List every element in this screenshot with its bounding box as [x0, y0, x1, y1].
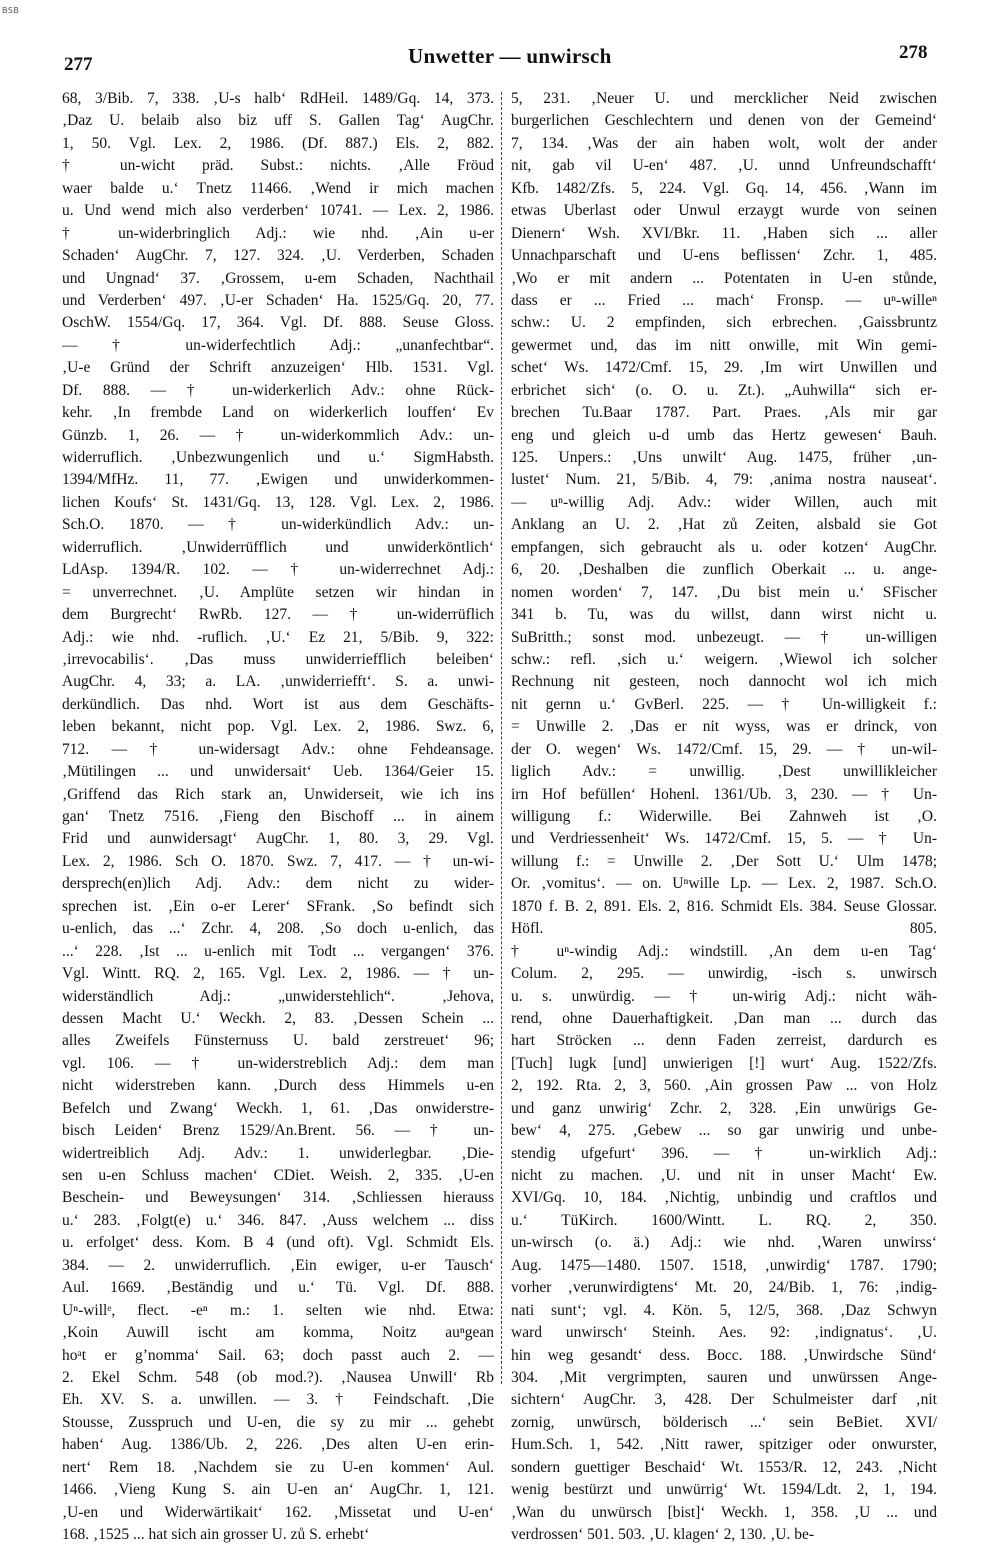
text-line: Beschein- und Beweysungen‘ 314. ‚Schliessen hierauss	[62, 1189, 494, 1207]
text-line: lustet‘ Num. 21, 5/Bib. 4, 79: ‚anima nostra nauseat‘.	[511, 471, 937, 489]
text-line: ‚irrevocabilis‘. ‚Das muss unwiderriefflich beleiben‘	[62, 650, 494, 668]
text-line: u-enlich, das ...‘ Zchr. 4, 208. ‚So doch u-enlich, das	[62, 920, 494, 938]
text-line: und ganz unwirig‘ Zchr. 2, 328. ‚Ein unwürigs Ge-	[511, 1099, 937, 1117]
text-line: 2. Ekel Schm. 548 (ob mod.?). ‚Nausea Unwill‘ Rb	[62, 1368, 494, 1386]
text-line: Befelch und Zwang‘ Weckh. 1, 61. ‚Das onwiderstre-	[62, 1099, 494, 1117]
text-line: erbrichet sich‘ (o. O. u. Zt.). „Auhwilla“ sich er-	[511, 381, 937, 399]
text-line: [Tuch] lugk [und] unwierigen [!] wurt‘ Aug. 1522/Zfs.	[511, 1054, 937, 1072]
text-line: schw.: U. 2 empfinden, sich erbrechen. ‚Gaissbruntz	[511, 314, 937, 332]
text-line: u.‘ 283. ‚Folgt(e) u.‘ 346. 847. ‚Auss welchem ... diss	[62, 1211, 494, 1229]
text-line: willigung f.: Widerwille. Bei Zahnweh ist ‚O.	[511, 808, 937, 825]
text-line: zornig, unwürsch, bölderisch ...‘ sein BeBiet. XVI/	[511, 1413, 937, 1431]
text-line: ‚Mütilingen ... und unwidersait‘ Ueb. 1364/Geier 15.	[62, 763, 494, 781]
text-line: waer balde u.‘ Tnetz 11466. ‚Wend ir mich machen	[62, 179, 494, 197]
text-line: 5, 231. ‚Neuer U. und mercklicher Neid zwischen	[511, 90, 937, 107]
text-line: dessen Macht U.‘ Weckh. 2, 83. ‚Dessen Schein ...	[62, 1009, 494, 1027]
library-stamp: BSB	[2, 6, 20, 15]
text-line: nicht widerstreben kann. ‚Durch dess Himmels u-en	[62, 1077, 494, 1095]
text-line: Hum.Sch. 1, 542. ‚Nitt rawer, spitziger oder onwurster,	[511, 1436, 937, 1454]
text-line: Uⁿ-willᵉ, flect. -eⁿ m.: 1. selten wie nhd. Etwa:	[62, 1301, 494, 1319]
text-line: 2, 192. Rta. 2, 3, 560. ‚Ain grossen Paw ... von Holz	[511, 1077, 937, 1095]
page-header	[0, 0, 1000, 80]
text-line: ‚U-e Gründ der Schrift anzuzeigen‘ Hlb. 1531. Vgl.	[62, 359, 494, 377]
text-line: liglich Adv.: = unwillig. ‚Dest unwillikleicher	[511, 763, 937, 781]
text-line: ‚Wo er mit andern ... Potentaten in U-en stůnde,	[511, 269, 937, 287]
text-line: AugChr. 4, 33; a. LA. ‚unwiderriefft‘. S. a. unwi-	[62, 673, 494, 691]
text-line: bisch Leiden‘ Brenz 1529/An.Brent. 56. — † un-	[62, 1122, 494, 1140]
text-line: widertreiblich Adj. Adv.: 1. unwiderlegbar. ‚Die-	[62, 1144, 494, 1162]
text-line: ...‘ 228. ‚Ist ... u-enlich mit Todt ... vergangen‘ 376.	[62, 942, 494, 960]
text-line: widerruflich. ‚Unwiderrüfflich und unwiderköntlich‘	[62, 538, 494, 556]
text-line: dem Burgrecht‘ RwRb. 127. — † un-widerrüflich	[62, 606, 494, 624]
text-line: burgerlichen Geschlechtern und denen von der Gemeind‘	[511, 112, 937, 130]
text-line: der O. wegen‘ Ws. 1472/Cmf. 15, 29. — † un-wil-	[511, 740, 937, 758]
text-line: Df. 888. — † un-widerkerlich Adv.: ohne Rück-	[62, 381, 494, 399]
text-line: hart Ströcken ... denn Faden zerreist, dardurch es	[511, 1032, 937, 1050]
text-line: sichtern‘ AugChr. 3, 428. Der Schulmeister darf ‚nit	[511, 1391, 937, 1409]
text-line: = unverrechnet. ‚U. Amplüte setzen wir hindan in	[62, 583, 494, 601]
text-line: sprechen ist. ‚Ein o-er Lerer‘ SFrank. ‚So befindt sich	[62, 897, 494, 915]
text-line: 125. Unpers.: ‚Uns unwilt‘ Aug. 1475, früher ‚un-	[511, 449, 937, 466]
text-line: haben‘ Aug. 1386/Ub. 2, 226. ‚Des alten U-en erin-	[62, 1436, 494, 1454]
text-line: 384. — 2. unwiderruflich. ‚Ein ewiger, u-er Tausch‘	[62, 1256, 494, 1274]
text-line: etwas Uberlast oder Unwul erzaygt wurde von seinen	[511, 202, 937, 220]
text-line: brechen Tu.Baar 1787. Part. Praes. ‚Als mir gar	[511, 404, 937, 422]
text-line: dersprech(en)lich Adj. Adv.: dem nicht zu wider-	[62, 875, 494, 893]
text-line: Vgl. Wintt. RQ. 2, 165. Vgl. Lex. 2, 1986. — † un-	[62, 965, 494, 983]
text-line: 304. ‚Mit vergrimpten, sauren und unwürssen Ange-	[511, 1368, 937, 1386]
text-line: kehr. ‚In frembde Land on widerkerlich louffen‘ Ev	[62, 404, 494, 422]
text-line: Lex. 2, 1986. Sch O. 1870. Swz. 7, 417. — † un-wi-	[62, 852, 494, 870]
text-line: nicht zu machen. ‚U. und nit in unser Macht‘ Ew.	[511, 1167, 937, 1184]
text-line: Aul. 1669. ‚Beständig und u.‘ Tü. Vgl. Df. 888.	[62, 1279, 494, 1297]
text-line: † un-wicht präd. Subst.: nichts. ‚Alle Fröud	[62, 157, 494, 175]
text-line: sondern guettiger Beschaid‘ Wt. 1553/R. 12, 243. ‚Nicht	[511, 1458, 937, 1476]
text-line: dass er ... Fried ... mach‘ Fronsp. — uⁿ-willeⁿ	[511, 291, 937, 309]
text-line: Frid und aunwidersagt‘ AugChr. 1, 80. 3, 29. Vgl.	[62, 830, 494, 848]
text-line: — † un-widerfechtlich Adj.: „unanfechtbar“.	[62, 336, 494, 354]
text-line: willung f.: = Unwille 2. ‚Der Sott U.‘ Ulm 1478;	[511, 852, 937, 870]
text-line: vorher ‚verunwirdigtens‘ Mt. 20, 24/Bib. 1, 76: ‚indig-	[511, 1279, 937, 1297]
text-line: vgl. 106. — † un-widerstreblich Adj.: dem man	[62, 1054, 494, 1072]
text-line: † uⁿ-windig Adj.: windstill. ‚An dem u-en Tag‘	[511, 942, 937, 960]
page-number-left: 277	[64, 54, 93, 75]
text-line: ‚Koin Auwill ischt am komma, Noitz auⁿgean	[62, 1324, 494, 1342]
text-line: SuBritth.; sonst mod. unbezeugt. — † un-willigen	[511, 628, 937, 646]
text-line: ‚Daz U. belaib also biz uff S. Gallen Tag‘ AugChr.	[62, 112, 494, 130]
text-line: hoᵃt er g’nomma‘ Sail. 63; doch passt auch 2. —	[62, 1346, 494, 1364]
text-line: leben bekannt, nicht pop. Vgl. Lex. 2, 1986. Swz. 6,	[62, 718, 494, 736]
text-line: lichen Koufs‘ St. 1431/Gq. 13, 128. Vgl. Lex. 2, 1986.	[62, 493, 494, 511]
text-line: 341 b. Tu, was du willst, dann wirst nicht u.	[511, 606, 937, 624]
right-column	[511, 88, 937, 1546]
text-line: ‚U-en und Widerwärtikait‘ 162. ‚Missetat und U-en‘	[62, 1503, 494, 1521]
text-line: u.‘ TüKirch. 1600/Wintt. L. RQ. 2, 350.	[511, 1211, 937, 1229]
text-line: Colum. 2, 295. — unwirdig, -isch s. unwirsch	[511, 965, 937, 983]
text-line: hin weg gesandt‘ dess. Bocc. 188. ‚Unwirdsche Sünd‘	[511, 1346, 937, 1364]
text-line: Unnachparschaft und U-ens beflissen‘ Zchr. 1, 485.	[511, 247, 937, 265]
text-line: und Ungnad‘ 37. ‚Grossem, u-em Schaden, Nachthail	[62, 269, 494, 287]
text-line: nit, gab vil U-en‘ 487. ‚U. unnd Unfreundschafft‘	[511, 157, 937, 175]
text-line: verdrossen‘ 501. 503. ‚U. klagen‘ 2, 130. ‚U. be-	[511, 1526, 815, 1543]
text-line: nati sunt‘; vgl. 4. Kön. 5, 12/5, 368. ‚Daz Schwyn	[511, 1301, 937, 1319]
text-line: Aug. 1475—1480. 1507. 1518, ‚unwirdig‘ 1787. 1790;	[511, 1256, 937, 1274]
text-line: rend, ohne Dauerhaftigkeit. ‚Dan man ... durch das	[511, 1009, 937, 1027]
text-line: nit gernn u.‘ GvBerl. 225. — † Un-willigkeit f.:	[511, 695, 937, 713]
text-line: Sch.O. 1870. — † un-widerkündlich Adv.: un-	[62, 516, 494, 534]
text-line: nomen worden‘ 7, 147. ‚Du bist mein u.‘ SFischer	[511, 583, 937, 601]
running-title: Unwetter — unwirsch	[408, 44, 612, 68]
text-line: bew‘ 4, 275. ‚Gebew ... so gar unwirig und unbe-	[511, 1122, 937, 1140]
text-line: alles Zweifels Fünsternuss U. bald zerstreuet‘ 96;	[62, 1032, 494, 1050]
text-line: Stousse, Zusspruch und U-en, die sy zu mir ... gehebt	[62, 1413, 494, 1431]
text-line: sen u-en Schluss machen‘ CDiet. Weish. 2, 335. ‚U-en	[62, 1167, 494, 1184]
text-line: gewermet und, das im nitt onwille, mit Win gemi-	[511, 336, 937, 354]
text-line: ward unwirsch‘ Steinh. Aes. 92: ‚indignatus‘. ‚U.	[511, 1324, 937, 1342]
text-line: Kfb. 1482/Zfs. 5, 224. Vgl. Gq. 14, 456. ‚Wann im	[511, 179, 937, 197]
text-line: schet‘ Ws. 1472/Cmf. 15, 29. ‚Im wirt Unwillen und	[511, 359, 937, 377]
text-line: 1394/MfHz. 11, 77. ‚Ewigen und unwiderkommen-	[62, 471, 494, 489]
text-line: irn Hof befüllen‘ Hohenl. 1361/Ub. 3, 230. — † Un-	[511, 785, 937, 803]
text-line: Schaden‘ AugChr. 7, 127. 324. ‚U. Verderben, Schaden	[62, 247, 494, 265]
text-line: u. s. unwürdig. — † un-wirig Adj.: nicht wäh-	[511, 987, 937, 1005]
text-line: — uⁿ-willig Adj. Adv.: wider Willen, auch mit	[511, 493, 937, 511]
text-line: Adj.: wie nhd. -ruflich. ‚U.‘ Ez 21, 5/Bib. 9, 322:	[62, 628, 494, 646]
text-line: 168. ‚1525 ... hat sich ain grosser U. zů S. erhebt‘	[62, 1526, 370, 1543]
text-line: 6, 20. ‚Deshalben die zunflich Oberkait ... u. ange-	[511, 561, 937, 579]
text-line: nert‘ Rem 18. ‚Nachdem sie zu U-en kommen‘ Aul.	[62, 1458, 494, 1476]
text-line: 1, 50. Vgl. Lex. 2, 1986. (Df. 887.) Els. 2, 882.	[62, 134, 494, 152]
text-line: ‚Griffend das Rich stark an, Unwiderseit, wie ich ins	[62, 785, 494, 803]
text-line: wenig bestürzt und unwürrig‘ Wt. 1594/Ldt. 2, 1, 194.	[511, 1481, 937, 1499]
text-line: widerständlich Adj.: „unwiderstehlich“. ‚Jehova,	[62, 987, 494, 1005]
text-line: u. Und wend mich also verderben‘ 10741. — Lex. 2, 1986.	[62, 202, 494, 220]
text-line: un-wirsch (o. ä.) Adj.: wie nhd. ‚Waren unwirss‘	[511, 1234, 937, 1252]
text-line: Günzb. 1, 26. — † un-widerkommlich Adv.: un-	[62, 426, 494, 444]
text-line: widerruflich. ‚Unbezwungenlich und u.‘ SigmHabsth.	[62, 449, 494, 466]
page-number-right: 278	[899, 42, 928, 63]
text-line: Rechnung nit gesteen, noch dannocht wol ich mich	[511, 673, 937, 691]
text-line: und Verderben‘ 497. ‚U-er Schaden‘ Ha. 1525/Gq. 20, 77.	[62, 291, 494, 309]
text-line: 1466. ‚Vieng Kung S. ain U-en an‘ AugChr. 1, 121.	[62, 1481, 494, 1499]
text-line: derkündlich. Das nhd. Wort ist aus dem Geschäfts-	[62, 695, 494, 713]
text-line: schw.: refl. ‚sich u.‘ weigern. ‚Wiewol ich solcher	[511, 650, 937, 668]
text-line: Dienern‘ Wsh. XVI/Bkr. 11. ‚Haben sich ... aller	[511, 224, 937, 242]
text-line: 68, 3/Bib. 7, 338. ‚U-s halb‘ RdHeil. 1489/Gq. 14, 373.	[62, 90, 494, 107]
text-line: Eh. XV. S. a. unwillen. — 3. † Feindschaft. ‚Die	[62, 1391, 494, 1409]
text-line: stendig ufgefurt‘ 396. — † un-wirklich Adj.:	[511, 1144, 937, 1162]
text-line: u. erfolget‘ dess. Kom. B 4 (und oft). Vgl. Schmidt Els.	[62, 1234, 494, 1252]
text-line: eng und gleich u-d umb das Hertz gewesen‘ Bauh.	[511, 426, 937, 444]
text-line: Anklang an U. 2. ‚Hat zů Zeiten, alsbald sie Got	[511, 516, 937, 534]
left-column	[62, 88, 494, 1546]
text-line: XVI/Gq. 10, 184. ‚Nichtig, unbindig und craftlos und	[511, 1189, 937, 1207]
text-line: 7, 134. ‚Was der ain haben wolt, wolt der ander	[511, 134, 937, 152]
text-line: 712. — † un-widersagt Adv.: ohne Fehdeansage.	[62, 740, 494, 758]
text-line: empfangen, sich gebraucht als u. oder kotzen‘ AugChr.	[511, 538, 937, 556]
text-line: Or. ‚vomitus‘. — on. Uⁿwille Lp. — Lex. 2, 1987. Sch.O.	[511, 875, 937, 893]
text-line: = Unwille 2. ‚Das er nit wyss, was er drinck, von	[511, 718, 937, 736]
text-line: LdAsp. 1394/R. 102. — † un-widerrechnet Adj.:	[62, 561, 494, 579]
text-line: OschW. 1554/Gq. 17, 364. Vgl. Df. 888. Seuse Gloss.	[62, 314, 494, 332]
text-line: und Verdriessenheit‘ Ws. 1472/Cmf. 15, 5. — † Un-	[511, 830, 937, 848]
column-divider	[501, 92, 502, 1384]
text-line: ‚Wan du unwürsch [bist]‘ Weckh. 1, 358. ‚U ... und	[511, 1503, 937, 1521]
text-line: † un-widerbringlich Adj.: wie nhd. ‚Ain u-er	[62, 224, 494, 242]
text-line: 1870 f. B. 2, 891. Els. 2, 816. Schmidt Els. 384. Seuse Glossar.	[511, 897, 937, 915]
text-line: Höfl. 805.	[511, 920, 937, 938]
text-line: gan‘ Tnetz 7516. ‚Fieng den Bischoff ... in ainem	[62, 808, 494, 825]
